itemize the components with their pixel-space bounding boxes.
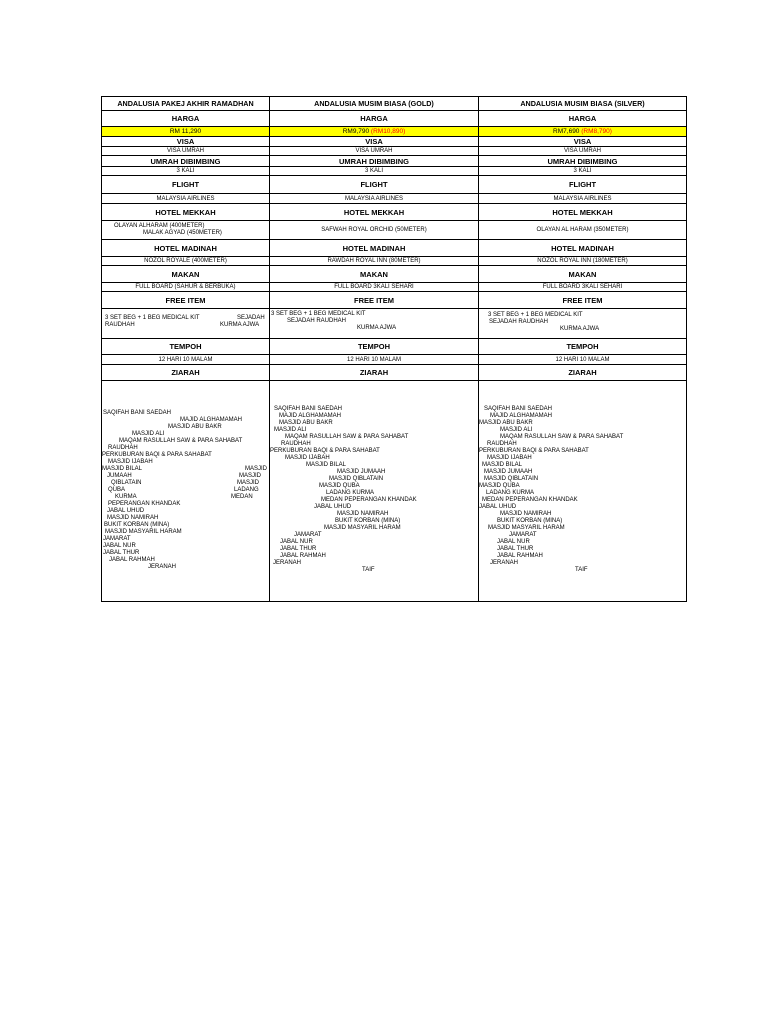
ziarah-item: MAQAM RASULLAH SAW & PARA SAHABAT [500,434,624,440]
ziarah-item: TAIF [362,567,375,573]
price-cell [102,127,270,137]
flight-label-row [102,176,687,194]
visa-value: VISA UMRAH [102,147,270,156]
ziarah-item: JABAL THUR [280,546,317,552]
ziarah-item: JABAL THUR [497,546,534,552]
hotel-mekkah-label: HOTEL MEKKAH [270,204,479,221]
makan-value: FULL BOARD 3KALI SEHARI [479,283,687,292]
ziarah-item: SAQIFAH BANI SAEDAH [103,410,172,416]
ziarah-item: QIBLATAIN [111,480,142,486]
harga-label: HARGA [479,111,687,127]
free-label-row [102,292,687,309]
visa-row [102,147,687,156]
ziarah-value [479,381,687,602]
ziarah-item: MASJID QUBA [319,483,360,489]
ziarah-item: MASJID NAMIRAH [107,515,159,521]
price-value: RM7,690 [553,128,582,135]
hotel-madinah-value: RAWDAH ROYAL INN (80METER) [270,257,479,266]
price-value: RM 11,290 [169,128,202,135]
ziarah-item: BUKIT KORBAN (MINA) [497,518,563,524]
visa-value: VISA UMRAH [270,147,479,156]
ziarah-item: MASJID IJABAH [487,455,532,461]
tempoh-value: 12 HARI 10 MALAM [479,355,687,365]
flight-label: FLIGHT [270,176,479,194]
ziarah-row [102,381,687,602]
flight-label: FLIGHT [102,176,270,194]
ziarah-item: JAMARAT [103,536,131,542]
hotel-madinah-label: HOTEL MADINAH [270,240,479,257]
umrah-label: UMRAH DIBIMBING [102,156,270,167]
ziarah-item: MASJID BILAL [482,462,523,468]
ziarah-item: JERANAH [273,560,302,566]
ziarah-item: PERKUBURAN BAQI & PARA SAHABAT [479,448,589,454]
umrah-value: 3 KALI [270,167,479,176]
old-price: (RM10,890) [370,128,406,135]
free-item-value [270,309,479,339]
ziarah-item: MASJID IJABAH [108,459,153,465]
visa-value: VISA UMRAH [479,147,687,156]
ziarah-item: JABAL RAHMAH [280,553,326,559]
ziarah-item: JABAL UHUD [314,504,352,510]
ziarah-item: MAQAM RASULLAH SAW & PARA SAHABAT [285,434,409,440]
ziarah-item: JABAL RAHMAH [497,553,543,559]
ziarah-item: MASJID NAMIRAH [500,511,552,517]
ziarah-item: MASJID MASYARIL HARAM [488,525,565,531]
ziarah-item: LADANG [234,487,259,493]
ziarah-item: MASJID JUMAAH [337,469,386,475]
hotel-mekkah-value: SAFWAH ROYAL ORCHID (50METER) [270,221,479,240]
ziarah-item: MEDAN PEPERANGAN KHANDAK [321,497,417,503]
ziarah-item: MAJID ALGHAMAMAH [490,413,553,419]
free-item: 3 SET BEG + 1 BEG MEDICAL KIT [105,315,200,321]
ziarah-item: SAQIFAH BANI SAEDAH [484,406,553,412]
makan-value: FULL BOARD 3KALI SEHARI [270,283,479,292]
ziarah-item: JABAL UHUD [107,508,145,514]
tempoh-value: 12 HARI 10 MALAM [270,355,479,365]
ziarah-item: JABAL NUR [497,539,530,545]
ziarah-item: MASJID ALI [500,427,533,433]
price-value: RM9,790 [342,128,371,135]
ziarah-item: KURMA [115,494,137,500]
visa-label: VISA [270,137,479,147]
free-item-value [102,309,270,339]
ziarah-item: JABAL UHUD [479,504,517,510]
tempoh-label: TEMPOH [479,339,687,355]
ziarah-value [270,381,479,602]
hotel-name: OLAYAN ALHARAM (400METER) [114,223,205,229]
ziarah-item: JABAL NUR [280,539,313,545]
visa-label: VISA [102,137,270,147]
ziarah-item: MASJID [239,473,262,479]
mekkah-row [102,221,687,240]
ziarah-item: MASJID ALI [132,431,165,437]
ziarah-item: RAUDHAH [487,441,517,447]
flight-value: MALAYSIA AIRLINES [102,194,270,204]
madinah-label-row [102,240,687,257]
ziarah-item: MAJID ALGHAMAMAH [279,413,342,419]
package-comparison-table [101,96,687,602]
ziarah-item: JERANAH [148,564,177,570]
ziarah-item: LADANG KURMA [326,490,375,496]
ziarah-item: MEDAN PEPERANGAN KHANDAK [482,497,578,503]
free-item: SEJADAH RAUDHAH [287,318,347,324]
ziarah-item: MASJID QIBLATAIN [329,476,384,482]
ziarah-label: ZIARAH [102,365,270,381]
makan-label: MAKAN [102,266,270,283]
free-item: SEJADAH RAUDHAH [489,319,549,325]
package-title: ANDALUSIA PAKEJ AKHIR RAMADHAN [102,97,270,111]
free-item-label: FREE ITEM [270,292,479,309]
ziarah-label: ZIARAH [479,365,687,381]
tempoh-label-row [102,339,687,355]
harga-label-row [102,111,687,127]
ziarah-item: RAUDHAH [281,441,311,447]
umrah-row [102,167,687,176]
ziarah-item: JUMAAH [107,473,132,479]
ziarah-item: JAMARAT [509,532,537,538]
ziarah-item: MASJID ABU BAKR [279,420,333,426]
umrah-label-row [102,156,687,167]
free-item-label: FREE ITEM [479,292,687,309]
package-title: ANDALUSIA MUSIM BIASA (SILVER) [479,97,687,111]
ziarah-item: MASJID JUMAAH [484,469,533,475]
free-item: KURMA AJWA [357,325,397,331]
ziarah-item: RAUDHAH [108,445,138,451]
old-price: (RM8,790) [581,128,612,135]
ziarah-item: MASJID QIBLATAIN [484,476,539,482]
flight-value: MALAYSIA AIRLINES [270,194,479,204]
tempoh-row [102,355,687,365]
ziarah-item: PERKUBURAN BAQI & PARA SAHABAT [102,452,212,458]
ziarah-item: SAQIFAH BANI SAEDAH [274,406,343,412]
free-item: KURMA AJWA [220,322,260,328]
hotel-mekkah-label: HOTEL MEKKAH [102,204,270,221]
free-item: 3 SET BEG + 1 BEG MEDICAL KIT [488,312,583,318]
madinah-row [102,257,687,266]
price-row [102,127,687,137]
flight-value: MALAYSIA AIRLINES [479,194,687,204]
hotel-mekkah-value [102,221,270,240]
ziarah-item: MASJID MASYARIL HARAM [105,529,182,535]
tempoh-value: 12 HARI 10 MALAM [102,355,270,365]
free-row [102,309,687,339]
ziarah-item: MASJID BILAL [102,466,143,472]
ziarah-item: MASJID NAMIRAH [337,511,389,517]
ziarah-item: MASJID [245,466,268,472]
harga-label: HARGA [270,111,479,127]
harga-label: HARGA [102,111,270,127]
ziarah-item: MASJID ABU BAKR [479,420,533,426]
hotel-madinah-label: HOTEL MADINAH [479,240,687,257]
ziarah-item: JABAL THUR [103,550,140,556]
visa-label-row [102,137,687,147]
ziarah-item: PERKUBURAN BAQI & PARA SAHABAT [270,448,380,454]
ziarah-item: MASJID IJABAH [285,455,330,461]
makan-label: MAKAN [270,266,479,283]
hotel-name: MALAK AGYAD (450METER) [143,230,222,236]
ziarah-item: MASJID ABU BAKR [168,424,222,430]
ziarah-item: MASJID ALI [274,427,307,433]
ziarah-item: MASJID [237,480,260,486]
tempoh-label: TEMPOH [102,339,270,355]
umrah-label: UMRAH DIBIMBING [270,156,479,167]
ziarah-item: MASJID BILAL [306,462,347,468]
free-item: KURMA AJWA [560,326,600,332]
ziarah-item: PEPERANGAN KHANDAK [108,501,181,507]
makan-label: MAKAN [479,266,687,283]
hotel-madinah-value: NOZOL ROYALE (400METER) [102,257,270,266]
price-cell [479,127,687,137]
ziarah-item: BUKIT KORBAN (MINA) [335,518,401,524]
ziarah-item: JERANAH [490,560,519,566]
flight-row [102,194,687,204]
tempoh-label: TEMPOH [270,339,479,355]
free-item: 3 SET BEG + 1 BEG MEDICAL KIT [271,311,366,317]
ziarah-item: TAIF [575,567,588,573]
ziarah-item: JAMARAT [294,532,322,538]
ziarah-item: MAQAM RASULLAH SAW & PARA SAHABAT [119,438,243,444]
ziarah-value [102,381,270,602]
ziarah-item: JABAL NUR [103,543,136,549]
hotel-mekkah-value: OLAYAN AL HARAM (350METER) [479,221,687,240]
ziarah-label-row [102,365,687,381]
makan-label-row [102,266,687,283]
package-title: ANDALUSIA MUSIM BIASA (GOLD) [270,97,479,111]
visa-label: VISA [479,137,687,147]
header-row [102,97,687,111]
ziarah-item: BUKIT KORBAN (MINA) [104,522,170,528]
free-item-label: FREE ITEM [102,292,270,309]
makan-value: FULL BOARD (SAHUR & BERBUKA) [102,283,270,292]
ziarah-item: LADANG KURMA [486,490,535,496]
free-item: RAUDHAH [105,322,135,328]
ziarah-item: MEDAN [231,494,253,500]
mekkah-label-row [102,204,687,221]
umrah-value: 3 KALI [102,167,270,176]
ziarah-item: MASJID MASYARIL HARAM [324,525,401,531]
ziarah-item: MAJID ALGHAMAMAH [180,417,243,423]
hotel-madinah-label: HOTEL MADINAH [102,240,270,257]
flight-label: FLIGHT [479,176,687,194]
ziarah-item: MASJID QUBA [479,483,520,489]
free-item-value [479,309,687,339]
hotel-madinah-value: NOZOL ROYAL INN (180METER) [479,257,687,266]
ziarah-item: JABAL RAHMAH [109,557,155,563]
umrah-value: 3 KALI [479,167,687,176]
free-item: SEJADAH [237,315,265,321]
ziarah-label: ZIARAH [270,365,479,381]
umrah-label: UMRAH DIBIMBING [479,156,687,167]
ziarah-item: QUBA [108,487,126,493]
hotel-mekkah-label: HOTEL MEKKAH [479,204,687,221]
makan-row [102,283,687,292]
price-cell [270,127,479,137]
